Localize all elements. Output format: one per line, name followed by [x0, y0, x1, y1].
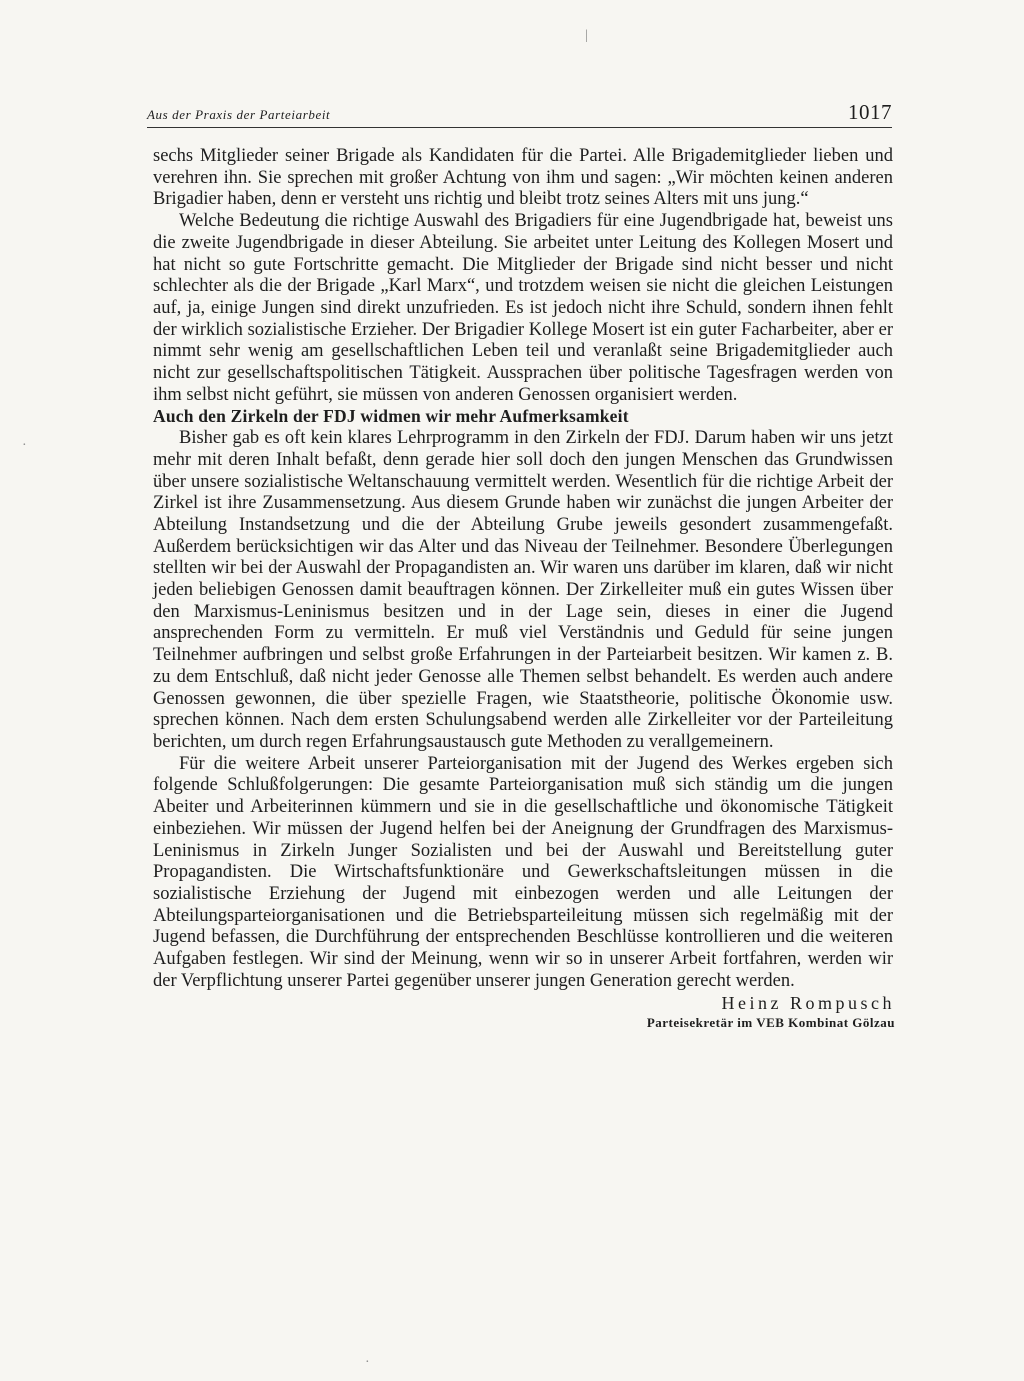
header-rule: [147, 127, 892, 128]
scan-speck: |: [585, 28, 588, 43]
signature-block: [647, 992, 895, 1032]
section-heading: Auch den Zirkeln der FDJ widmen wir mehr Aufmerksamkeit: [153, 406, 629, 427]
article-body: [153, 146, 895, 1031]
paragraph: sechs Mitglieder seiner Brigade als Kandidaten für die Partei. Alle Brigademitglieder lieben und verehren ihn. Sie sprechen mit großer Achtung von ihm und sagen: „Wir möchten keinen anderen Brigadier haben, denn er versteht uns richtig und bleibt trotz seines Alters mit uns jung.“: [153, 146, 893, 210]
author-role: Parteisekretär im VEB Kombinat Gölzau: [646, 1015, 895, 1031]
paragraph: Bisher gab es oft kein klares Lehrprogramm in den Zirkeln der FDJ. Darum haben wir uns jetzt mehr mit deren Inhalt befaßt, denn gerade hier soll doch den jungen Menschen das Grundwissen über unsere sozialistische Weltanschauung vermittelt werden. Wesentlich für die richtige Arbeit der Zirkel ist ihre Zusammensetzung. Aus diesem Grunde haben wir zunächst die jungen Arbeiter der Abteilung Instandsetzung und die der Abteilung Grube jeweils gesondert zusammengefaßt. Außerdem berücksichtigen wir das Alter und das Niveau der Teilnehmer. Besondere Überlegungen stellten wir bei der Auswahl der Propagandisten an. Wir waren uns darüber im klaren, daß wir nicht jeden beliebigen Genossen damit beauftragen können. Der Zirkelleiter muß ein gutes Wissen über den Marxismus-Leninismus besitzen und in der Lage sein, dieses in einer die Jugend ansprechenden Form zu vermitteln. Er muß viel Verständnis und Geduld für seine jungen Teilnehmer aufbringen und selbst große Erfahrungen in der Parteiarbeit besitzen. Wir kamen z. B. zu dem Entschluß, daß nicht jeder Genosse alle Themen selbst behandelt. Es werden auch andere Genossen gewonnen, die über spezielle Fragen, wie Staatstheorie, politische Ökonomie usw. sprechen können. Nach dem ersten Schulungsabend werden alle Zirkelleiter vor der Parteileitung berichten, um durch regen Erfahrungsaustausch gute Methoden zu verallgemeinern.: [153, 428, 893, 752]
paragraph: Für die weitere Arbeit unserer Parteiorganisation mit der Jugend des Werkes ergeben sich folgende Schlußfolgerungen: Die gesamte Parteiorganisation muß sich ständig um die jungen Abeiter und Arbeiterinnen kümmern und sie in die gesellschaftliche und ökonomische Tätigkeit einbeziehen. Wir müssen der Jugend helfen bei der Aneignung der Grundfragen des Marxismus-Leninismus in Zirkeln Junger Sozialisten und bei der Auswahl und Bereitstellung guter Propagandisten. Die Wirtschaftsfunktionäre und Gewerkschaftsleitungen müssen in die sozialistische Erziehung der Jugend mit einbezogen werden und alle Leitungen der Abteilungsparteiorganisationen und die Betriebsparteileitung müssen sich regelmäßig mit der Jugend befassen, die Durchführung der entsprechenden Beschlüsse kontrollieren und die weiteren Aufgaben festlegen. Wir sind der Meinung, wenn wir so in unserer Arbeit fortfahren, werden wir der Verpflichtung unserer Partei gegenüber unserer jungen Generation gerecht werden.: [153, 753, 893, 991]
paragraph: Welche Bedeutung die richtige Auswahl des Brigadiers für eine Jugendbrigade hat, beweist uns die zweite Jugendbrigade in dieser Abteilung. Sie arbeitet unter Leitung des Kollegen Mosert und hat nicht so gute Fortschritte gemacht. Die Mitglieder der Brigade sind nicht besser und nicht schlechter als die der Brigade „Karl Marx“, und trotzdem weisen sie nicht die gleichen Leistungen auf, ja, einige Jungen sind direkt unzufrieden. Es ist jedoch nicht ihre Schuld, sondern ihnen fehlt der wirklich sozialistische Erzieher. Der Brigadier Kollege Mosert ist ein guter Facharbeiter, aber er nimmt sehr wenig am gesellschaftlichen Leben teil und veranlaßt seine Brigademitglieder auch nicht zur gesellschaftspolitischen Tätigkeit. Aussprachen über politische Tagesfragen werden von ihm selbst nicht geführt, sie müssen von anderen Genossen organisiert werden.: [153, 211, 893, 405]
author-name: Heinz Rompusch: [721, 993, 895, 1014]
scan-speck: ·: [365, 1355, 370, 1370]
running-head: Aus der Praxis der Parteiarbeit: [147, 107, 331, 122]
scan-speck: ·: [22, 438, 27, 453]
page-header: [147, 97, 892, 127]
page-number: 1017: [848, 100, 892, 124]
